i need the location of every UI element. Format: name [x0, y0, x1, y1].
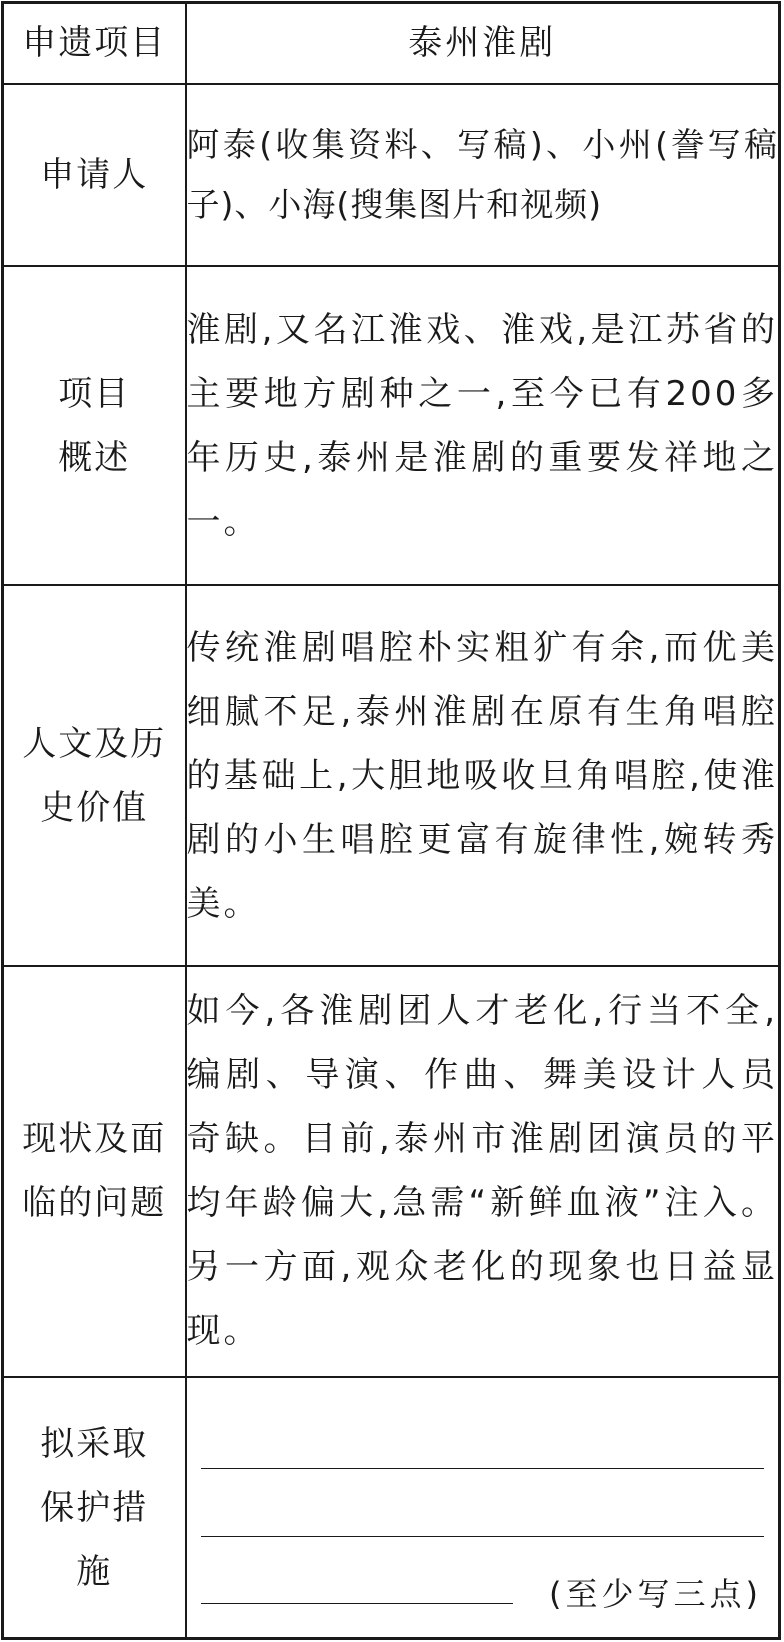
value-overview: 淮剧,又名江淮戏、淮戏,是江苏省的主要地方剧种之一,至今已有200多年历史,泰州是淮剧的重要发祥地之一。 — [186, 266, 780, 586]
label-project: 申遗项目 — [3, 3, 186, 84]
label-cultural-value: 人文及历史价值 — [3, 585, 186, 965]
answer-area[interactable] — [186, 1377, 780, 1638]
label-protection-measures: 拟采取保护措施 — [3, 1377, 186, 1638]
table-row — [3, 1377, 780, 1638]
label-applicant: 申请人 — [3, 84, 186, 266]
value-applicant: 阿泰(收集资料、写稿)、小州(誊写稿子)、小海(搜集图片和视频) — [186, 84, 780, 266]
label-overview: 项目概述 — [3, 266, 186, 586]
table-row — [3, 3, 780, 84]
table-row — [3, 84, 780, 266]
label-current-issues: 现状及面临的问题 — [3, 966, 186, 1378]
table-row — [3, 966, 780, 1378]
value-current-issues: 如今,各淮剧团人才老化,行当不全,编剧、导演、作曲、舞美设计人员奇缺。目前,泰州市淮剧团演员的平均年龄偏大,急需“新鲜血液”注入。另一方面,观众老化的现象也日益显现。 — [186, 966, 780, 1378]
application-form-table — [1, 1, 781, 1640]
table-row — [3, 585, 780, 965]
answer-note: (至少写三点) — [549, 1575, 762, 1614]
answer-line-1[interactable] — [201, 1468, 765, 1469]
value-project: 泰州淮剧 — [186, 3, 780, 84]
value-cultural-value: 传统淮剧唱腔朴实粗犷有余,而优美细腻不足,泰州淮剧在原有生角唱腔的基础上,大胆地吸收旦角唱腔,使淮剧的小生唱腔更富有旋律性,婉转秀美。 — [186, 585, 780, 965]
table-row — [3, 266, 780, 586]
answer-line-3[interactable] — [201, 1603, 513, 1604]
answer-line-2[interactable] — [201, 1536, 765, 1537]
